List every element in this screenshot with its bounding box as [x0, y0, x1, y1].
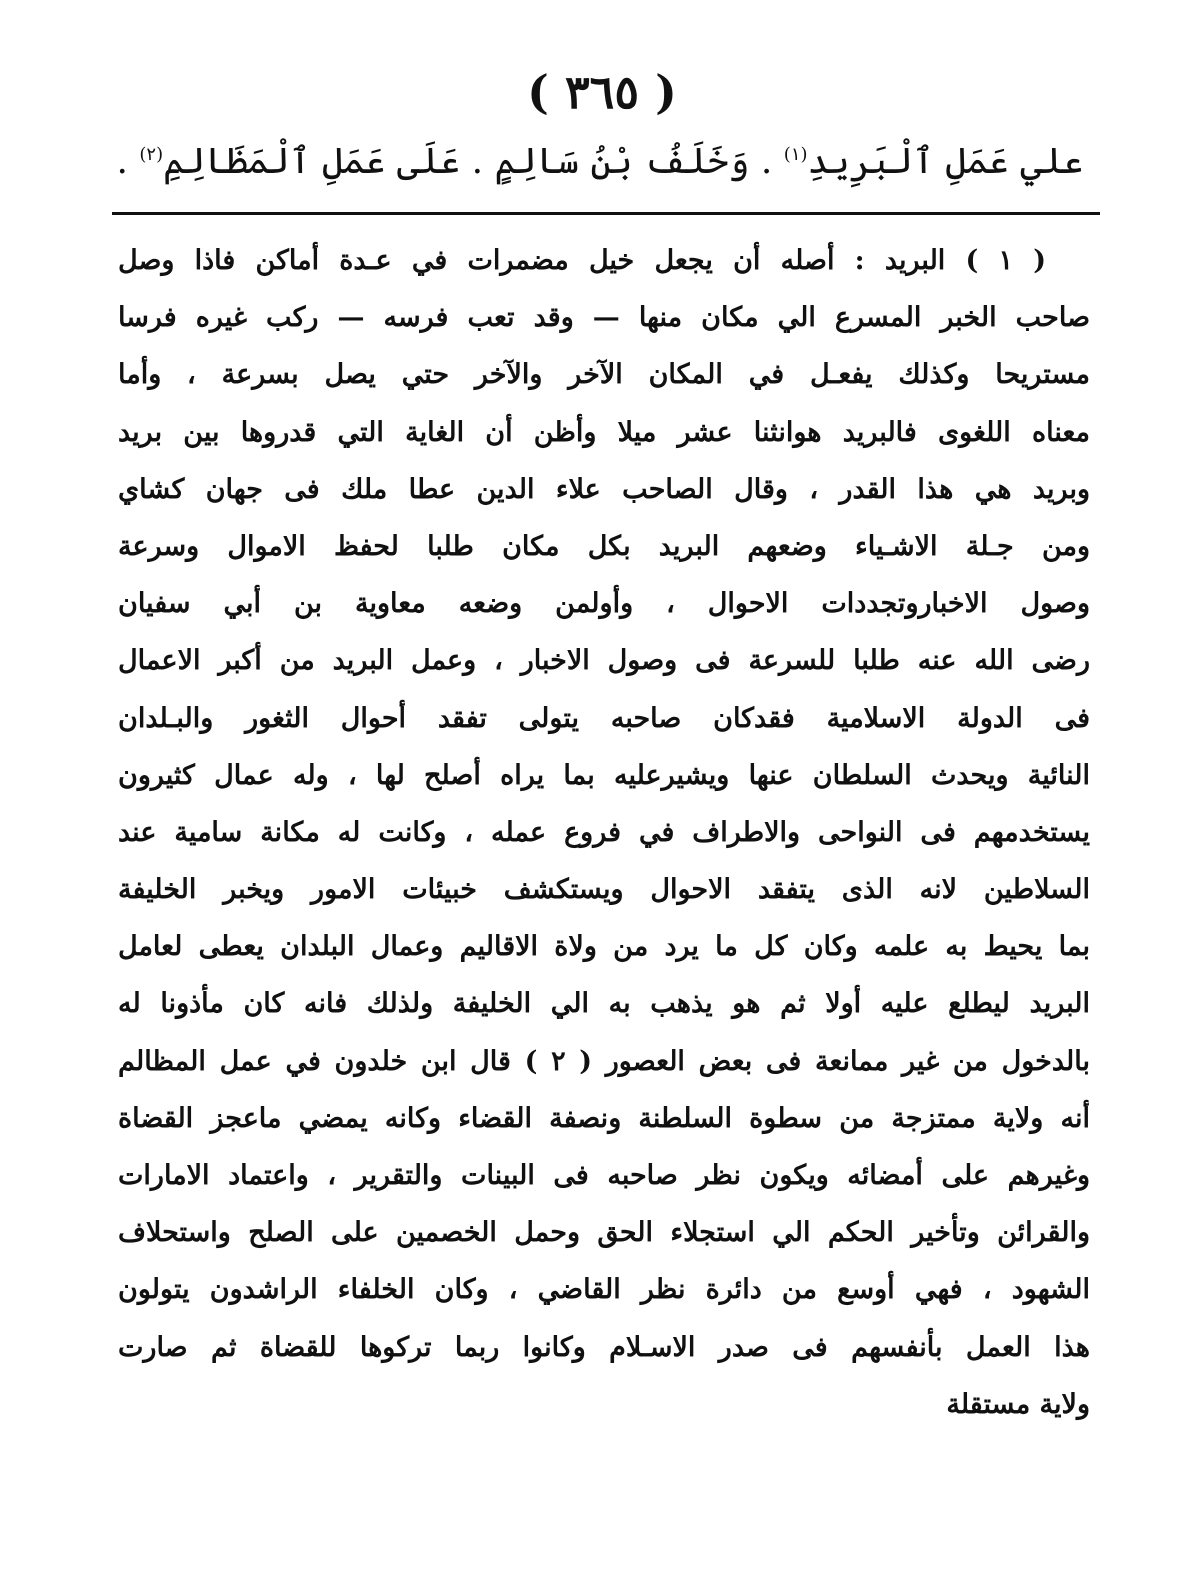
footnote-line: بالدخول من غير ممانعة فى بعض العصور ( ٢ ) قال ابن خلدون في عمل المظالم [118, 1045, 1090, 1077]
footnote-line: هذا العمل بأنفسهم فى صدر الاسـلام وكانوا ربما تركوها للقضاة ثم صارت [118, 1331, 1090, 1363]
footnote-line: معناه اللغوى فالبريد هوانثنا عشر ميلا وأظن أن الغاية التي قدروها بين بريد [118, 416, 1090, 448]
footnote-line: فى الدولة الاسلامية فقدكان صاحبه يتولى تفقد أحوال الثغور والبـلدان [118, 702, 1090, 734]
footnotes [118, 232, 1090, 1433]
footnote-line: صاحب الخبر المسرع الي مكان منها — وقد تعب فرسه — ركب غيره فرسا [118, 302, 1090, 334]
verse-line [100, 126, 1100, 198]
footnote-line: بما يحيط به علمه وكان كل ما يرد من ولاة الاقاليم وعمال البلدان يعطى لعامل [118, 931, 1090, 963]
footnote-line: البريد ليطلع عليه أولا ثم هو يذهب به الي الخليفة ولذلك فانه كان مأذونا له [118, 988, 1090, 1020]
footnote-line: الشهود ، فهي أوسع من دائرة نظر القاضي ، وكان الخلفاء الراشدون يتولون [118, 1274, 1090, 1306]
footnote-line: أنه ولاية ممتزجة من سطوة السلطنة ونصفة القضاء وكانه يمضي ماعجز القضاة [118, 1102, 1090, 1134]
footnote-ref-1: (١) [783, 144, 808, 165]
footnote-line: رضى الله عنه طلبا للسرعة فى وصول الاخبار ، وعمل البريد من أكبر الاعمال [118, 645, 1090, 677]
footnote-line: والقرائن وتأخير الحكم الي استجلاء الحق وحمل الخصمين على الصلح واستحلاف [118, 1217, 1090, 1249]
footnote-line: وبريد هي هذا القدر ، وقال الصاحب علاء الدين عطا ملك فى جهان كشاي [118, 473, 1090, 505]
footnote-line: النائية ويحدث السلطان عنها ويشيرعليه بما يراه أصلح لها ، وله عمال كثيرون [118, 759, 1090, 791]
page-number: ( ٣٦٥ ) [527, 65, 677, 119]
footnote-line: مستريحا وكذلك يفعـل في المكان الآخر والآخر حتي يصل بسرعة ، وأما [118, 359, 1090, 391]
verse-part-3: . [116, 141, 140, 182]
verse-part-2: . وَخَلَفُ بْنُ سَالِمٍ . عَلَى عَمَلِ ٱلْمَظَالِمِ [163, 141, 784, 182]
footnote-line: يستخدمهم فى النواحى والاطراف في فروع عمله ، وكانت له مكانة سامية عند [118, 816, 1090, 848]
footnote-line: وصول الاخباروتجددات الاحوال ، وأولمن وضعه معاوية بن أبي سفيان [118, 588, 1090, 620]
footnote-ref-2: (٢) [139, 144, 164, 165]
footnote-line: ( ١ ) البريد : أصله أن يجعل خيل مضمرات في عـدة أماكن فاذا وصل [118, 245, 1046, 276]
footnote-line: وغيرهم على أمضائه ويكون نظر صاحبه فى البينات والتقرير ، واعتماد الامارات [118, 1160, 1090, 1191]
verse-part-1: علي عَمَلِ ٱلْبَرِيدِ [807, 141, 1084, 182]
footnote-line: ومن جـلة الاشـياء وضعهم البريد بكل مكان طلبا لحفظ الاموال وسرعة [118, 530, 1090, 562]
footnote-line: السلاطين لانه الذى يتفقد الاحوال ويستكشف خبيئات الامور ويخبر الخليفة [118, 874, 1090, 906]
footnote-line: ولاية مستقلة [946, 1388, 1090, 1420]
footnote-divider [112, 212, 1100, 215]
